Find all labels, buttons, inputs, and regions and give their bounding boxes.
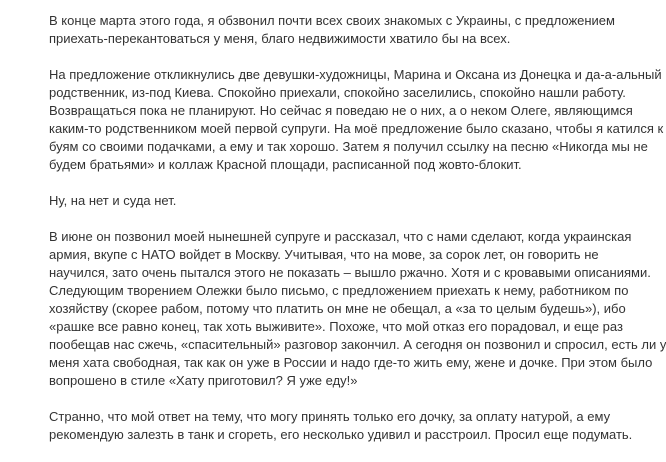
text-line: Следующим творением Олежки было письмо, с предложением приехать к нему, работником по	[49, 283, 629, 298]
text-line: будем братьями» и коллаж Красной площади, расписанной под жовто-блокит.	[49, 157, 522, 172]
text-line: приехать-перекантоваться у меня, благо недвижимости хватило бы на всех.	[49, 31, 511, 46]
text-line: Ну, на нет и суда нет.	[49, 193, 177, 208]
text-line: пообещав нас сжечь, «спасительный» разговор закончил. А сегодня он позвонил и спросил, есть ли у	[49, 337, 666, 352]
paragraph-5	[49, 408, 633, 444]
text-line: В июне он позвонил моей нынешней супруге и рассказал, что с нами сделают, когда украинская	[49, 229, 632, 244]
text-line: каким-то родственником моей первой супруги. На моё предложение было сказано, чтобы я катился к	[49, 121, 664, 136]
text-line: хозяйству (скорее рабом, потому что платить он мне не обещал, а «за то целым будешь»), ибо	[49, 301, 626, 316]
paragraph-1	[49, 12, 615, 48]
paragraph-3	[49, 192, 579, 210]
post-body	[49, 12, 666, 462]
paragraph-4	[49, 228, 666, 390]
paragraph-2	[49, 66, 664, 174]
text-line: родственник, из-под Киева. Спокойно приехали, спокойно заселились, спокойно нашли работу.	[49, 85, 626, 100]
text-line: вопрошено в стиле «Хату приготовил? Я уже еду!»	[49, 373, 358, 388]
text-line: буям со своими подачками, а ему и так хорошо. Затем я получил ссылку на песню «Никогда мы не	[49, 139, 648, 154]
text-line: На предложение откликнулись две девушки-художницы, Марина и Оксана из Донецка и да-а-альный	[49, 67, 662, 82]
text-line: меня хата свободная, так как он уже в России и надо где-то жить ему, жене и дочке. При этом было	[49, 355, 653, 370]
text-line: Странно, что мой ответ на тему, что могу принять только его дочку, за оплату натурой, а ему	[49, 409, 611, 424]
text-line: рекомендую залезть в танк и сгореть, его несколько удивил и расстроил. Просил еще подумать.	[49, 427, 633, 442]
text-line: армия, вкупе с НАТО войдет в Москву. Учитывая, что на мове, за сорок лет, он говорить не	[49, 247, 599, 262]
text-line: Возвращаться пока не планируют. Но сейчас я поведаю не о них, а о неком Олеге, являющимся	[49, 103, 633, 118]
text-line: В конце марта этого года, я обзвонил почти всех своих знакомых с Украины, с предложением	[49, 13, 615, 28]
text-line: «рашке все равно конец, так хоть выживите». Похоже, что мой отказ его порадовал, и еще раз	[49, 319, 623, 334]
text-line: научился, зато очень пытался этого не показать – вышло ржачно. Хотя и с кровавыми описаниями.	[49, 265, 651, 280]
